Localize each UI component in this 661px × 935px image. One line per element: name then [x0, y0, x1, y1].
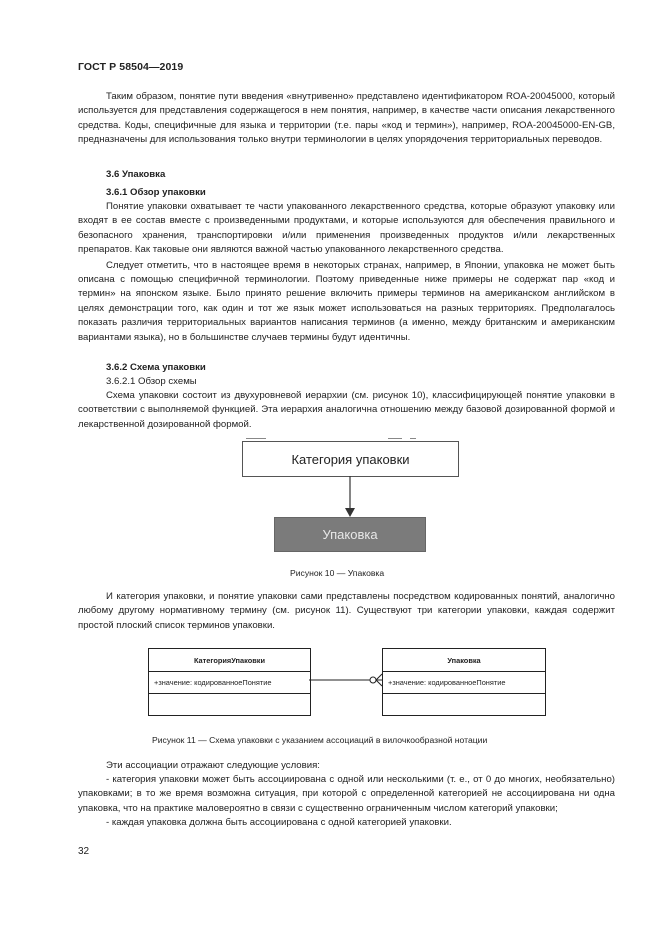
figure-11-association-line: [309, 672, 383, 688]
figure-10-package-box: Упаковка: [274, 517, 426, 552]
figure-10-category-box: Категория упаковки: [242, 441, 459, 477]
schema-paragraph: Схема упаковки состоит из двухуровневой иерархии (см. рисунок 10), классифицирующей понятие упаковки в соответствии с выполняемой функцией. Эта иерархия аналогична отношению между базовой дозированной формой и лекарственной дозированной формой.: [78, 390, 615, 430]
figure-10-caption: Рисунок 10 — Упаковка: [290, 568, 385, 578]
overview-paragraph-2: Следует отметить, что в настоящее время в некоторых странах, например, в Японии, упаковка не может быть описана с помощью специфичной терминологии. Поэтому приведенные ниже примеры не содержат пар «код и термин» на японском языке. Было принято решение включить примеры терминов на американском английском в целях демонстрации того, как один и тот же язык может использоваться на разных территориях. Предполагалось показать различия территориальных вариантов написания терминов (а именно, между британским и американским вариантами языка), но в большинстве случаев термины будут идентичны.: [78, 259, 615, 343]
section-3-6-heading: 3.6 Упаковка: [106, 169, 166, 180]
section-3-6-2-1-heading: 3.6.2.1 Обзор схемы: [106, 376, 197, 387]
page-number: 32: [78, 846, 90, 857]
figure-10-tick-right-a: [388, 438, 402, 439]
uml-class-package-category: [148, 648, 311, 716]
figure-10-tick-right-b: [410, 438, 416, 439]
overview-paragraph-1: Понятие упаковки охватывает те части упакованного лекарственного средства, которые образуют упаковку или входят в ее состав вместе с произведенными продуктами, и которые используются для обеспечения правильного и безопасного хранения, транспортировки и/или применения произведенных продуктов и/или лекарственных препаратов. Как таковые они являются важной частью упакованного лекарственного средства.: [78, 201, 615, 256]
uml-class-attribute: +значение: кодированноеПонятие: [149, 672, 310, 694]
document-header: ГОСТ Р 58504—2019: [78, 61, 184, 73]
bullet-item-2: - каждая упаковка должна быть ассоциирована с одной категорией упаковки.: [106, 817, 452, 829]
bullet-item-1: - категория упаковки может быть ассоциирована с одной или несколькими (т. е., от 0 до многих, необязательно) упаковками; в то же время возможна ситуация, при которой с определенной категорией не ассоциирована ни одна упаковка, что на практике маловероятно в связи с существенно ограниченным числом категорий упаковки;: [78, 774, 615, 814]
section-3-6-1-heading: 3.6.1 Обзор упаковки: [106, 187, 206, 198]
uml-class-package: [382, 648, 546, 716]
schema-block: [78, 389, 615, 432]
figure-10-arrow: [340, 476, 360, 518]
overview-block: [78, 200, 615, 345]
uml-class-title: Упаковка: [383, 649, 545, 672]
intro-paragraph-block: [78, 90, 615, 148]
conditions-intro: Эти ассоциации отражают следующие условия:: [106, 760, 320, 771]
conditions-list: [78, 773, 615, 831]
intro-paragraph: Таким образом, понятие пути введения «внутривенно» представлено идентификатором ROA-20045000, который используется для представления содержащегося в нем понятия, например, в качестве части описания лекарственного средства. Коды, специфичные для языка и территории (т.е. пары «код и термин»), например, ROA-20045000-EN-GB, предназначены для использования только внутри терминологии в целях упорядочения территориальных переводов.: [78, 91, 615, 146]
section-3-6-2-heading: 3.6.2 Схема упаковки: [106, 362, 206, 373]
coding-block: [78, 590, 615, 633]
figure-11-caption: Рисунок 11 — Схема упаковки с указанием ассоциаций в вилочкообразной нотации: [152, 735, 488, 745]
uml-class-title: КатегорияУпаковки: [149, 649, 310, 672]
figure-10-tick-left: [246, 438, 266, 439]
coding-paragraph: И категория упаковки, и понятие упаковки сами представлены посредством кодированных понятий, аналогично любому другому нормативному термину (см. рисунок 11). Существуют три категории упаковки, каждая содержит простой плоский список терминов упаковки.: [78, 591, 615, 631]
uml-class-attribute: +значение: кодированноеПонятие: [383, 672, 545, 694]
